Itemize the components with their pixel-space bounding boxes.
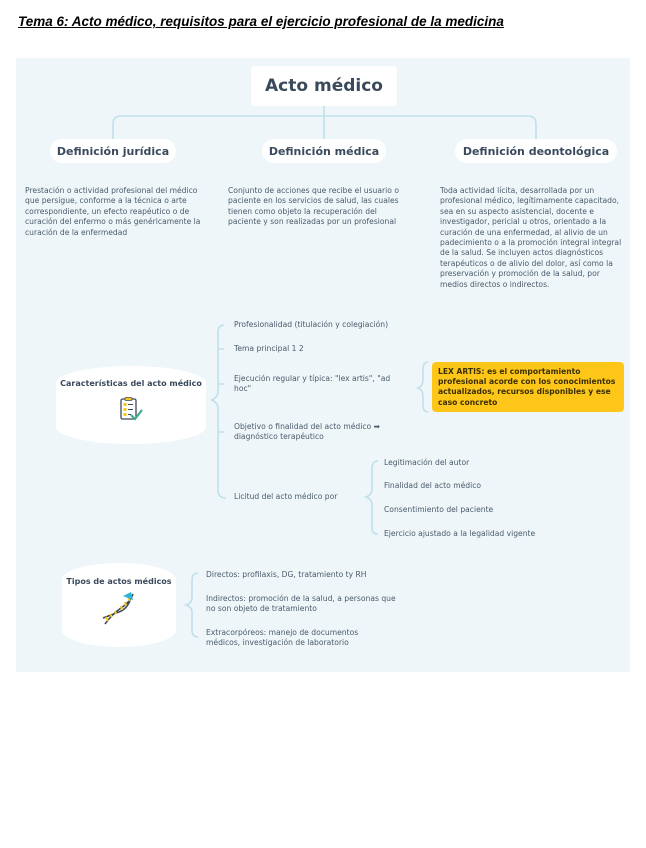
document-title: Tema 6: Acto médico, requisitos para el ejercicio profesional de la medicina [18, 14, 504, 29]
type-item: Extracorpóreos: manejo de documentos médicos, investigación de laboratorio [206, 628, 359, 648]
types-node [62, 563, 176, 647]
characteristic-item: Licitud del acto médico por [234, 492, 338, 501]
lex-artis-text: es el comportamiento profesional acorde con los conocimientos actualizados, recursos disponibles y ese caso concreto [438, 367, 616, 407]
types-title: Tipos de actos médicos [66, 577, 172, 586]
licitud-item: Legitimación del autor [384, 458, 470, 467]
definition-heading-medica: Definición médica [262, 139, 386, 163]
lex-artis-note [432, 362, 624, 412]
definition-text-medica: Conjunto de acciones que recibe el usuario o paciente en los servicios de salud, las cuales tienen como objeto la recuperación del paciente y son realizadas por un profesional [228, 186, 399, 227]
definition-text-juridica: Prestación o actividad profesional del médico que persigue, conforme a la técnica o arte correspondiente, un efecto reapéutico o de curación del enfermo o más genéricamente la curación de la enfermedad [25, 186, 201, 237]
dna-icon [101, 592, 137, 626]
checklist-icon [118, 397, 144, 423]
characteristic-item: Ejecución regular y típica: "lex artis", "ad hoc" [234, 374, 391, 394]
characteristic-item: Tema principal 1 2 [234, 344, 304, 353]
licitud-item: Ejercicio ajustado a la legalidad vigente [384, 529, 536, 538]
main-title: Acto médico [251, 66, 397, 106]
definition-heading-deontologica: Definición deontológica [455, 139, 617, 163]
characteristics-node [56, 366, 206, 444]
characteristic-item: Objetivo o finalidad del acto médico ➡ diagnóstico terapéutico [234, 422, 380, 442]
lex-artis-label: LEX ARTIS: [438, 367, 485, 376]
licitud-item: Consentimiento del paciente [384, 505, 494, 514]
type-item: Directos: profilaxis, DG, tratamiento ty RH [206, 570, 367, 579]
characteristics-title: Características del acto médico [60, 379, 202, 388]
characteristic-item: Profesionalidad (titulación y colegiación) [234, 320, 389, 329]
definition-text-deontologica: Toda actividad lícita, desarrollada por un profesional médico, legítimamente capacitado, sea en su aspecto asistencial, docente e investigador, pericial u otros, orientado a la curación de una enfermedad, al alivio de un padecimiento o a la promoción integral integral de la salud. Se incluyen actos diagnósticos terapéuticos o de alivio del dolor, así como la preservación y promoción de la salud, por medios directos o indirectos. [440, 186, 622, 289]
type-item: Indirectos: promoción de la salud, a personas que no son objeto de tratamiento [206, 594, 396, 614]
definition-heading-juridica: Definición jurídica [50, 139, 176, 163]
licitud-item: Finalidad del acto médico [384, 481, 482, 490]
